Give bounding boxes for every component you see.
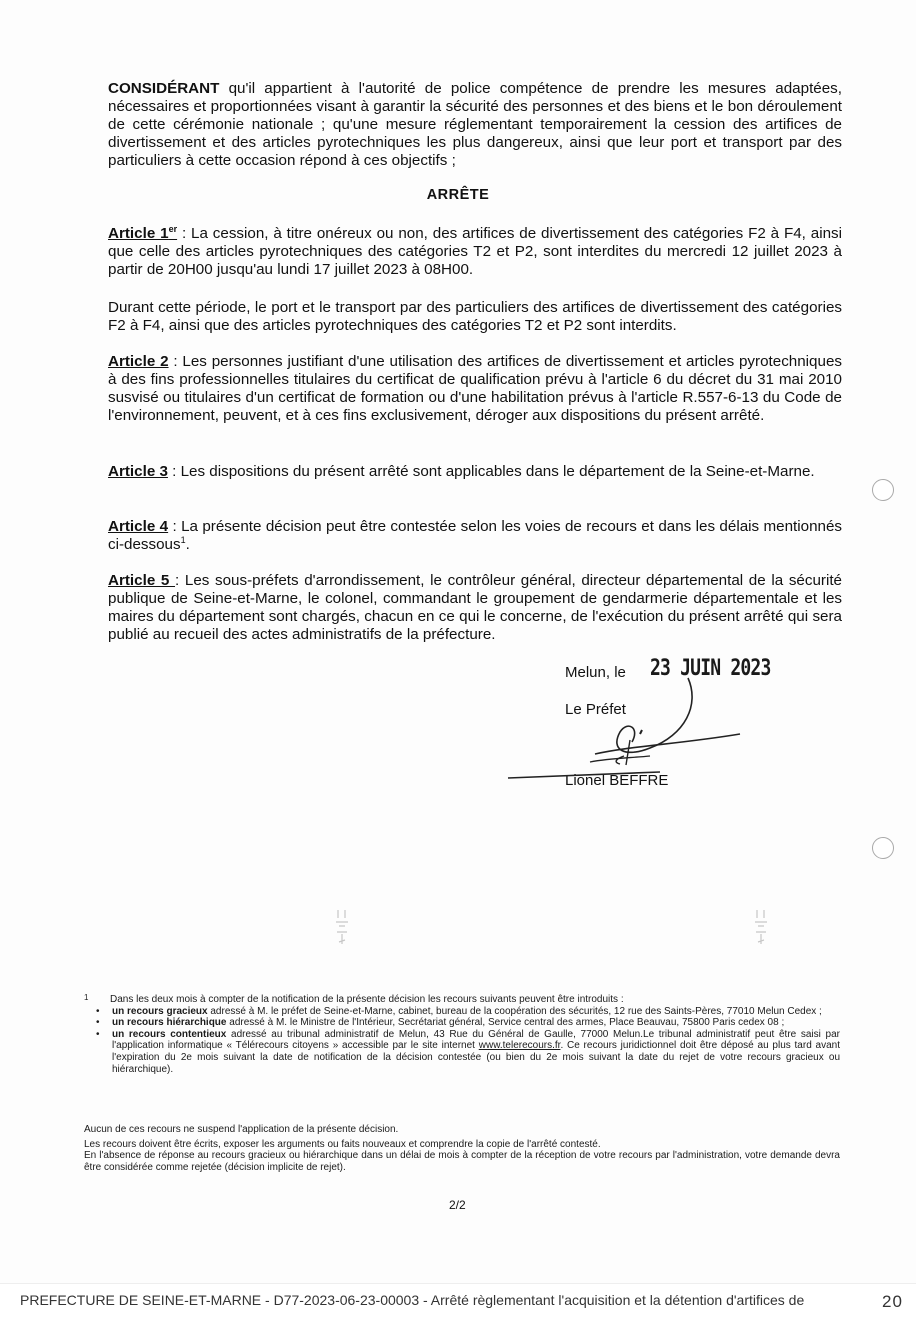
bullet-icon: • bbox=[96, 1017, 100, 1029]
footnote-item-gracieux bbox=[94, 1006, 840, 1018]
signature-place: Melun, le bbox=[565, 664, 626, 681]
footnote-intro: Dans les deux mois à compter de la notification de la présente décision les recours suivants peuvent être introduits : bbox=[110, 994, 624, 1005]
article-5 bbox=[108, 572, 842, 644]
footnote-notes bbox=[84, 1124, 840, 1173]
arrete-title: ARRÊTE bbox=[426, 187, 490, 203]
footnote-note: En l'absence de réponse au recours gracieux ou hiérarchique dans un délai de mois à compter de la réception de votre recours par l'administration, votre demande devra être considérée comme rejetée (décision implicite de rejet). bbox=[84, 1150, 840, 1173]
article-1-label bbox=[108, 225, 177, 242]
article-2 bbox=[108, 353, 842, 425]
footnote-item-text-after: . Ce recours juridictionnel doit être déposé au plus tard avant l'expiration du 2e mois suivant la date de notification de la décision contestée (ou bien du 2e mois suivant la date du rejet de votre recours gracieux ou hiérarchique). bbox=[112, 1040, 840, 1075]
article-3-label: Article 3 bbox=[108, 463, 168, 480]
bullet-icon: • bbox=[96, 1028, 100, 1040]
article-2-text: : Les personnes justifiant d'une utilisation des artifices de divertissement et articles pyrotechniques à des fins professionnelles titulaires du certificat de qualification prévu à l'article 6 du décret du 31 mai 2010 susvisé ou titulaires d'un certificat de formation ou d'une habilitation prévus à l'article R.557-6-13 du Code de l'environnement, peuvent, et à ces fins exclusivement, déroger aux dispositions du présent arrêté. bbox=[108, 353, 842, 424]
footnote-reference: 1 bbox=[180, 534, 186, 545]
considerant-text: qu'il appartient à l'autorité de police compétence de prendre les mesures adaptées, nécessaires et proportionnées visant à garantir la sécurité des personnes et des biens et le bon déroulement de cette cérémonie nationale ; qu'une mesure réglementant temporairement la cession des artifices de divertissement et des articles pyrotechniques les plus dangereux, ainsi que leur port et transport par des particuliers à cette occasion répond à ces objectifs ; bbox=[108, 80, 842, 169]
article-5-text: : Les sous-préfets d'arrondissement, le contrôleur général, directeur départemental de la sécurité publique de Seine-et-Marne, le colonel, commandant le groupement de gendarmerie départementale et les maires du département sont chargés, chacun en ce qui le concerne, de l'exécution du présent arrêté qui sera publié au recueil des actes administratifs de la préfecture. bbox=[108, 572, 842, 643]
article-1-label-text: Article 1 bbox=[108, 225, 169, 242]
handwritten-signature bbox=[500, 650, 760, 790]
page-number: 2/2 bbox=[449, 1198, 466, 1212]
footnote-note: Les recours doivent être écrits, exposer les arguments ou faits nouveaux et comprendre la copie de l'arrêté contesté. bbox=[84, 1138, 601, 1150]
considerant-keyword: CONSIDÉRANT bbox=[108, 80, 220, 97]
footnote-intro-line bbox=[84, 994, 840, 1006]
article-3 bbox=[108, 463, 842, 481]
telerecours-link[interactable]: www.telerecours.fr bbox=[478, 1040, 561, 1052]
footnote-list bbox=[84, 1006, 840, 1076]
footnote-item-title: un recours hiérarchique bbox=[112, 1017, 227, 1029]
footnote-item-text: adressé au tribunal administratif de Melun, 43 Rue du Général de Gaulle, 77000 Melun.Le tribunal administratif peut être saisi par l'application informatique « Télérecours citoyens » accessible par le site internet bbox=[112, 1028, 840, 1052]
article-4-label: Article 4 bbox=[108, 518, 169, 535]
footnote-item-hierarchique bbox=[94, 1017, 840, 1029]
bottom-bar-text: PREFECTURE DE SEINE-ET-MARNE - D77-2023-06-23-00003 - Arrêté règlementant l'acquisition et la détention d'artifices de bbox=[20, 1292, 805, 1308]
punch-hole-upper bbox=[872, 479, 894, 501]
signature-role: Le Préfet bbox=[565, 701, 626, 718]
bottom-bar-page: 20 bbox=[882, 1292, 903, 1311]
article-4-text-end: . bbox=[185, 536, 190, 553]
article-1 bbox=[108, 225, 842, 279]
bullet-icon: • bbox=[96, 1005, 100, 1017]
footnote-marker: 1 bbox=[84, 993, 89, 1002]
scan-mark-right bbox=[752, 906, 770, 948]
article-1-extra: Durant cette période, le port et le transport par des particuliers des artifices de divertissement des catégories F2 à F4, ainsi que des articles pyrotechniques des catégories T2 et P2 sont interdits. bbox=[108, 299, 842, 334]
signature-date-stamp: 23 JUIN 2023 bbox=[650, 656, 771, 681]
footnote-item-contentieux bbox=[94, 1029, 840, 1075]
article-2-label: Article 2 bbox=[108, 353, 169, 370]
article-1-text: : La cession, à titre onéreux ou non, des artifices de divertissement des catégories F2 à F4, ainsi que celle des articles pyrotechniques des catégories T2 et P2, sont interdites du mercredi 12 juillet 2023 à partir de 20H00 jusqu'au lundi 17 juillet 2023 à 08H00. bbox=[108, 225, 842, 278]
article-1-label-sup: er bbox=[168, 223, 178, 234]
considerant-paragraph bbox=[108, 80, 842, 170]
article-3-text: : Les dispositions du présent arrêté sont applicables dans le département de la Seine-et-Marne. bbox=[167, 463, 815, 480]
footnote-note: Aucun de ces recours ne suspend l'application de la présente décision. bbox=[84, 1124, 399, 1135]
article-5-label: Article 5 bbox=[108, 572, 176, 589]
article-4 bbox=[108, 518, 842, 554]
punch-hole-lower bbox=[872, 837, 894, 859]
footnote-item-text: adressé à M. le Ministre de l'Intérieur, Secrétariat général, Service central des armes, Place Beauvau, 75800 Paris cedex 08 ; bbox=[226, 1017, 785, 1029]
footnote-item-text: adressé à M. le préfet de Seine-et-Marne, cabinet, bureau de la coopération des sécurités, 12 rue des Saints-Pères, 77010 Melun Cedex ; bbox=[207, 1005, 822, 1017]
signature-name: Lionel BEFFRE bbox=[565, 772, 669, 789]
footnote-item-title: un recours gracieux bbox=[112, 1005, 208, 1017]
scan-mark-left bbox=[333, 906, 351, 948]
footnote-item-title: un recours contentieux bbox=[112, 1028, 227, 1040]
footnote bbox=[84, 994, 840, 1075]
article-4-text: : La présente décision peut être contestée selon les voies de recours et dans les délais mentionnés ci-dessous bbox=[108, 518, 843, 553]
